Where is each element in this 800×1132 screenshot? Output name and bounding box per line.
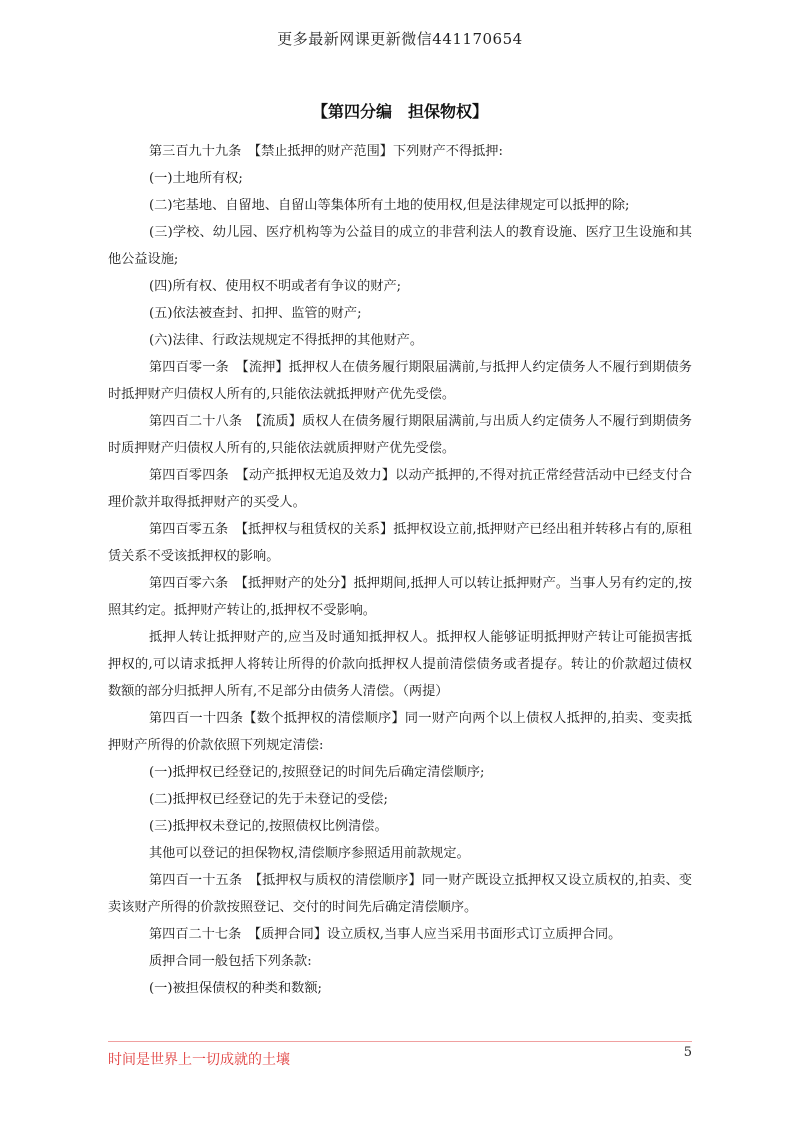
- paragraph: 第四百零四条 【动产抵押权无追及效力】以动产抵押的,不得对抗正常经营活动中已经支付合理价款并取得抵押财产的买受人。: [108, 468, 692, 510]
- document-body: [108, 138, 692, 1002]
- paragraph: (二)抵押权已经登记的先于未登记的受偿;: [149, 792, 388, 807]
- paragraph: (六)法律、行政法规规定不得抵押的其他财产。: [149, 333, 424, 348]
- paragraph: 第四百一十五条 【抵押权与质权的清偿顺序】同一财产既设立抵押权又设立质权的,拍卖、变卖该财产所得的价款按照登记、交付的时间先后确定清偿顺序。: [108, 873, 692, 915]
- paragraph: 抵押人转让抵押财产的,应当及时通知抵押权人。抵押权人能够证明抵押财产转让可能损害抵押权的,可以请求抵押人将转让所得的价款向抵押权人提前清偿债务或者提存。转让的价款超过债权数额的部分归抵押人所有,不足部分由债务人清偿。（两提）: [108, 630, 692, 699]
- paragraph: 第四百零六条 【抵押财产的处分】抵押期间,抵押人可以转让抵押财产。当事人另有约定的,按照其约定。抵押财产转让的,抵押权不受影响。: [108, 576, 692, 618]
- paragraph: 质押合同一般包括下列条款:: [149, 954, 312, 969]
- paragraph: (一)土地所有权;: [149, 171, 243, 186]
- paragraph: (四)所有权、使用权不明或者有争议的财产;: [149, 279, 402, 294]
- page-number: 5: [683, 1045, 692, 1060]
- paragraph: (二)宅基地、自留地、自留山等集体所有土地的使用权,但是法律规定可以抵押的除;: [149, 198, 630, 213]
- paragraph: 第三百九十九条 【禁止抵押的财产范围】下列财产不得抵押:: [149, 144, 503, 159]
- paragraph: 第四百零五条 【抵押权与租赁权的关系】抵押权设立前,抵押财产已经出租并转移占有的,原租赁关系不受该抵押权的影响。: [108, 522, 692, 564]
- paragraph: (一)抵押权已经登记的,按照登记的时间先后确定清偿顺序;: [149, 765, 485, 780]
- paragraph: (五)依法被查封、扣押、监管的财产;: [149, 306, 362, 321]
- paragraph: (三)抵押权未登记的,按照债权比例清偿。: [149, 819, 388, 834]
- paragraph: 第四百零一条 【流押】抵押权人在债务履行期限届满前,与抵押人约定债务人不履行到期债务时抵押财产归债权人所有的,只能依法就抵押财产优先受偿。: [108, 360, 692, 402]
- section-title: 【第四分编 担保物权】: [311, 102, 488, 121]
- paragraph: 其他可以登记的担保物权,清偿顺序参照适用前款规定。: [149, 846, 470, 861]
- footer-divider: [108, 1041, 692, 1042]
- paragraph: 第四百一十四条【数个抵押权的清偿顺序】同一财产向两个以上债权人抵押的,拍卖、变卖抵押财产所得的价款依照下列规定清偿:: [108, 711, 692, 753]
- footer-motto: 时间是世界上一切成就的土壤: [108, 1052, 290, 1068]
- paragraph: (一)被担保债权的种类和数额;: [149, 981, 322, 996]
- paragraph: (三)学校、幼儿园、医疗机构等为公益目的成立的非营利法人的教育设施、医疗卫生设施和其他公益设施;: [108, 225, 692, 267]
- page-header-text: 更多最新网课更新微信441170654: [277, 30, 523, 48]
- paragraph: 第四百二十八条 【流质】质权人在债务履行期限届满前,与出质人约定债务人不履行到期债务时质押财产归债权人所有的,只能依法就质押财产优先受偿。: [108, 414, 692, 456]
- paragraph: 第四百二十七条 【质押合同】设立质权,当事人应当采用书面形式订立质押合同。: [149, 927, 622, 942]
